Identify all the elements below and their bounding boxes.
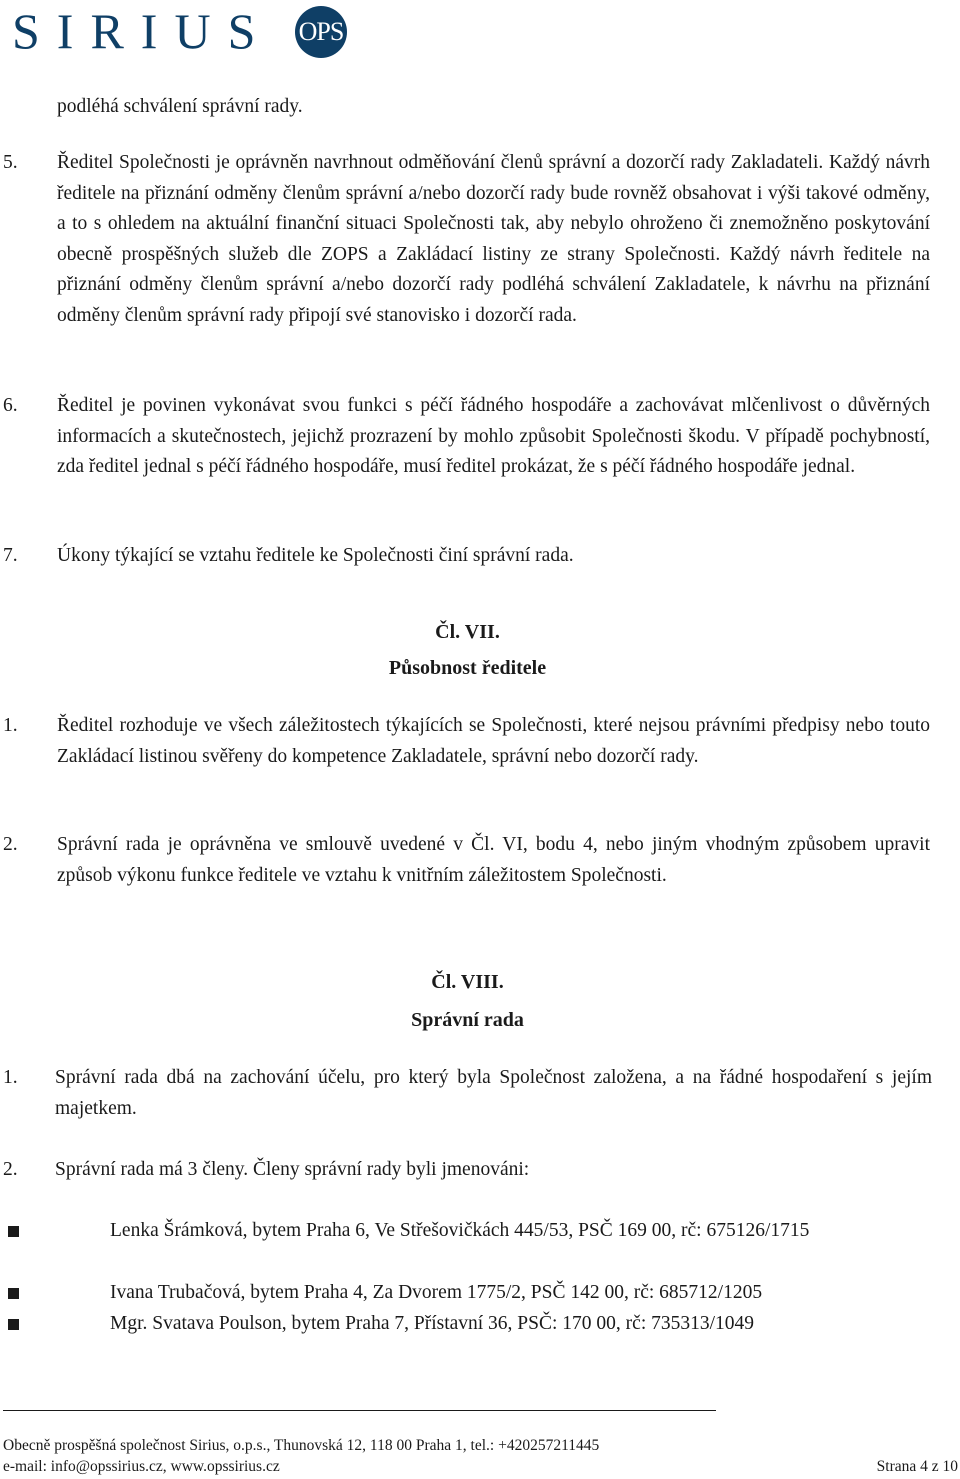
item-number: 1.: [3, 715, 18, 736]
item-number: 2.: [3, 1159, 18, 1180]
article-8-title: Čl. VIII.: [431, 971, 504, 993]
page-number: Strana 4 z 10: [876, 1458, 958, 1475]
item-number: 7.: [3, 545, 18, 566]
article-7-subtitle: Působnost ředitele: [388, 657, 547, 679]
article-8-subtitle: Správní rada: [411, 1009, 524, 1031]
paragraph-7: Úkony týkající se vztahu ředitele ke Společnosti činí správní rada.: [57, 545, 574, 566]
logo-seal: OPS: [295, 6, 347, 58]
footer-address: Obecně prospěšná společnost Sirius, o.p.s., Thunovská 12, 118 00 Praha 1, tel.: +420257211445: [3, 1437, 600, 1454]
item-number: 1.: [3, 1067, 18, 1088]
paragraph-6: Ředitel je povinen vykonávat svou funkci s péčí řádného hospodáře a zachovávat mlčenlivost o důvěrných informacích a skutečnostech, jejichž prozrazení by mohlo způsobit Společnosti škodu. V případě pochybností, zda ředitel jednal s péčí řádného hospodáře, musí ředitel prokázat, že s péčí řádného hospodáře jednal.: [57, 395, 930, 477]
item-number: 6.: [3, 395, 18, 416]
bullet-icon: [8, 1319, 19, 1330]
footer-contact: e-mail: info@opssirius.cz, www.opssirius.cz: [3, 1458, 280, 1475]
article-7-paragraph-1: Ředitel rozhoduje ve všech záležitostech týkajících se Společnosti, které nejsou právními předpisy nebo touto Zakládací listinou svěřeny do kompetence Zakladatele, správní nebo dozorčí rady.: [57, 715, 930, 767]
item-number: 5.: [3, 152, 18, 173]
article-7-paragraph-2: Správní rada je oprávněna ve smlouvě uvedené v Čl. VI, bodu 4, nebo jiným vhodným způsobem upravit způsob výkonu funkce ředitele ve vztahu k vnitřním záležitostem Společnosti.: [57, 834, 930, 886]
article-8-paragraph-1: Správní rada dbá na zachování účelu, pro který byla Společnost založena, a na řádné hospodaření s jejím majetkem.: [55, 1067, 932, 1119]
member-item: Lenka Šrámková, bytem Praha 6, Ve Střešovičkách 445/53, PSČ 169 00, rč: 675126/1715: [110, 1220, 810, 1241]
sirius-logo: [12, 2, 342, 62]
intro-text: podléhá schválení správní rady.: [57, 96, 303, 117]
footer-divider: [3, 1410, 716, 1411]
paragraph-5: Ředitel Společnosti je oprávněn navrhnout odměňování členů správní a dozorčí rady Zakladateli. Každý návrh ředitele na přiznání odměny členům správní a/nebo dozorčí rady bude rovněž obsahovat i výši takové odměny, a to s ohledem na aktuální finanční situaci Společnosti tak, aby nebylo ohroženo či znemožněno poskytování obecně prospěšných služeb dle ZOPS a Zakládací listiny ze strany Společnosti. Každý návrh ředitele na přiznání odměny členům správní a/nebo dozorčí rady podléhá schválení Zakladatele, k návrhu na přiznání odměny členům správní rady připojí své stanovisko i dozorčí rada.: [57, 152, 930, 326]
article-8-paragraph-2: Správní rada má 3 členy. Členy správní rady byli jmenováni:: [55, 1159, 530, 1180]
bullet-icon: [8, 1288, 19, 1299]
logo-wordmark: SIRIUS: [12, 3, 273, 59]
member-item: Mgr. Svatava Poulson, bytem Praha 7, Přístavní 36, PSČ: 170 00, rč: 735313/1049: [110, 1313, 755, 1334]
member-item: Ivana Trubačová, bytem Praha 4, Za Dvorem 1775/2, PSČ 142 00, rč: 685712/1205: [110, 1282, 763, 1303]
article-7-title: Čl. VII.: [435, 621, 500, 643]
bullet-icon: [8, 1226, 19, 1237]
item-number: 2.: [3, 834, 18, 855]
